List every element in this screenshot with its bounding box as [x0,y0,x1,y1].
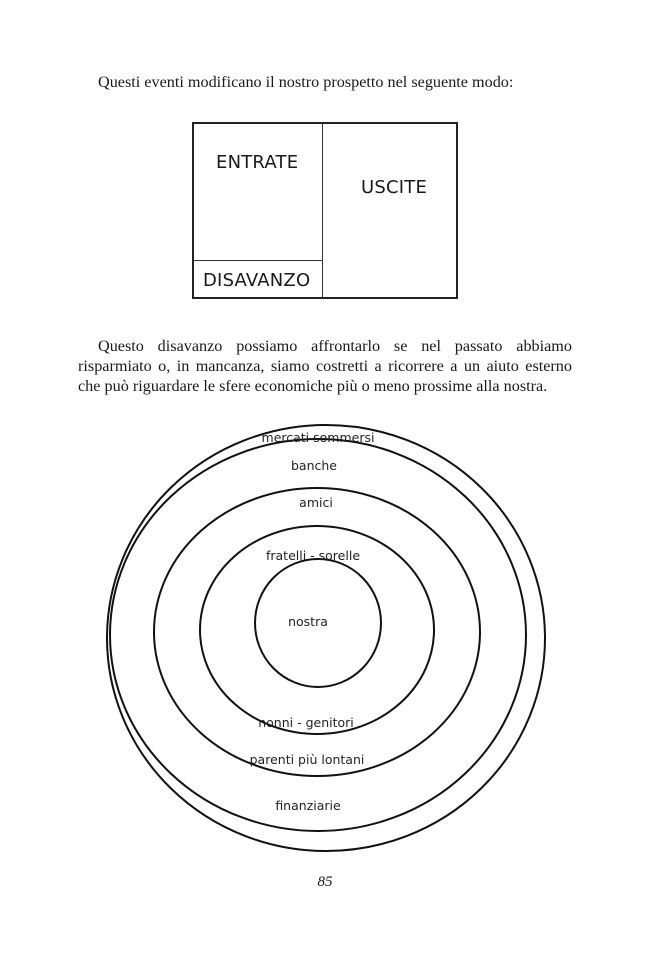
disavanzo-label: DISAVANZO [203,270,311,291]
label-parenti-lontani: parenti più lontani [249,752,365,767]
entrate-label: ENTRATE [216,152,299,173]
page-number: 85 [317,874,333,890]
label-finanziarie: finanziarie [275,798,341,813]
label-fratelli-sorelle: fratelli - sorelle [265,548,361,563]
divider-horizontal [194,260,323,261]
label-nostra: nostra [288,614,328,629]
label-mercati-sommersi: mercati sommersi [261,430,375,445]
ring-amici-parenti [154,488,480,776]
label-nonni-genitori: nonni - genitori [258,715,354,730]
uscite-label: USCITE [361,177,428,198]
intro-paragraph: Questi eventi modificano il nostro prospetto nel seguente modo: [98,73,514,91]
label-amici: amici [299,495,333,510]
body-paragraph: Questo disavanzo possiamo affrontarlo se nel passato abbiamo risparmiato o, in mancanza, siamo costretti a ricorrere a un aiuto esterno che può riguardare le sfere economiche più o meno prossime alla nostra. [78,337,572,395]
label-banche: banche [290,458,338,473]
budget-diagram [192,122,458,299]
divider-vertical [322,124,323,297]
economic-spheres-diagram [0,400,650,870]
